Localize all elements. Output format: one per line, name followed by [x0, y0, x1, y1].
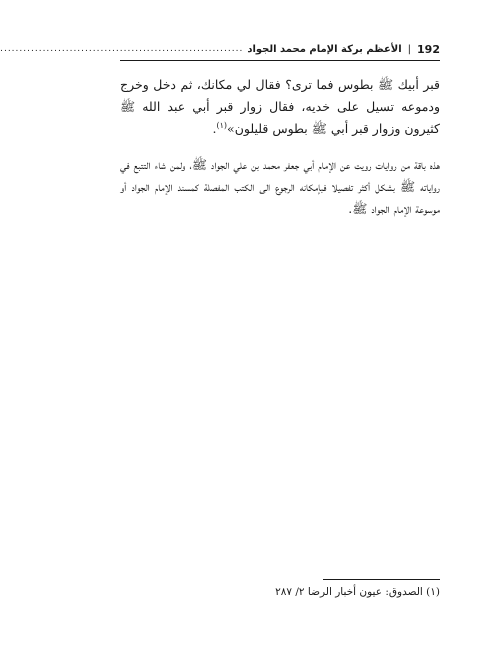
header-separator: |	[407, 43, 412, 55]
header-leader-dots: ...............................................................	[0, 44, 244, 54]
running-title: الأعظم بركة الإمام محمد الجواد	[247, 43, 402, 55]
footnote-separator	[323, 579, 440, 580]
header-rule	[120, 60, 440, 61]
body-text	[120, 74, 440, 220]
paragraph-1	[120, 74, 440, 140]
paragraph-1-end: .	[212, 121, 217, 136]
footnote-1: (١) الصدوق: عيون أخبار الرضا ٢/ ٢٨٧	[275, 586, 440, 598]
footnote-reference[interactable]: (١)	[216, 120, 228, 130]
paragraph-1-text: قبر أبيك ﷺ بطوس فما ترى؟ فقال لي مكانك، ثم دخل وخرج ودموعه تسيل على خديه، فقال زوار قبر أبي عبد الله ﷺ كثيرون وزوار قبر أبي ﷺ بطوس قليلون»	[120, 77, 440, 136]
paragraph-2: هذه باقة من روايات رويت عن الإمام أبي جعفر محمد بن علي الجواد ﷺ، ولمن شاء التتبع في رواياته ﷺ بشكل أكثر تفصيلا فبإمكانه الرجوع الى الكتب المفصلة كمسند الإمام الجواد أو موسوعة الإمام الجواد ﷺ.	[120, 157, 440, 216]
running-header	[0, 41, 440, 57]
page-number: 192	[417, 42, 440, 56]
